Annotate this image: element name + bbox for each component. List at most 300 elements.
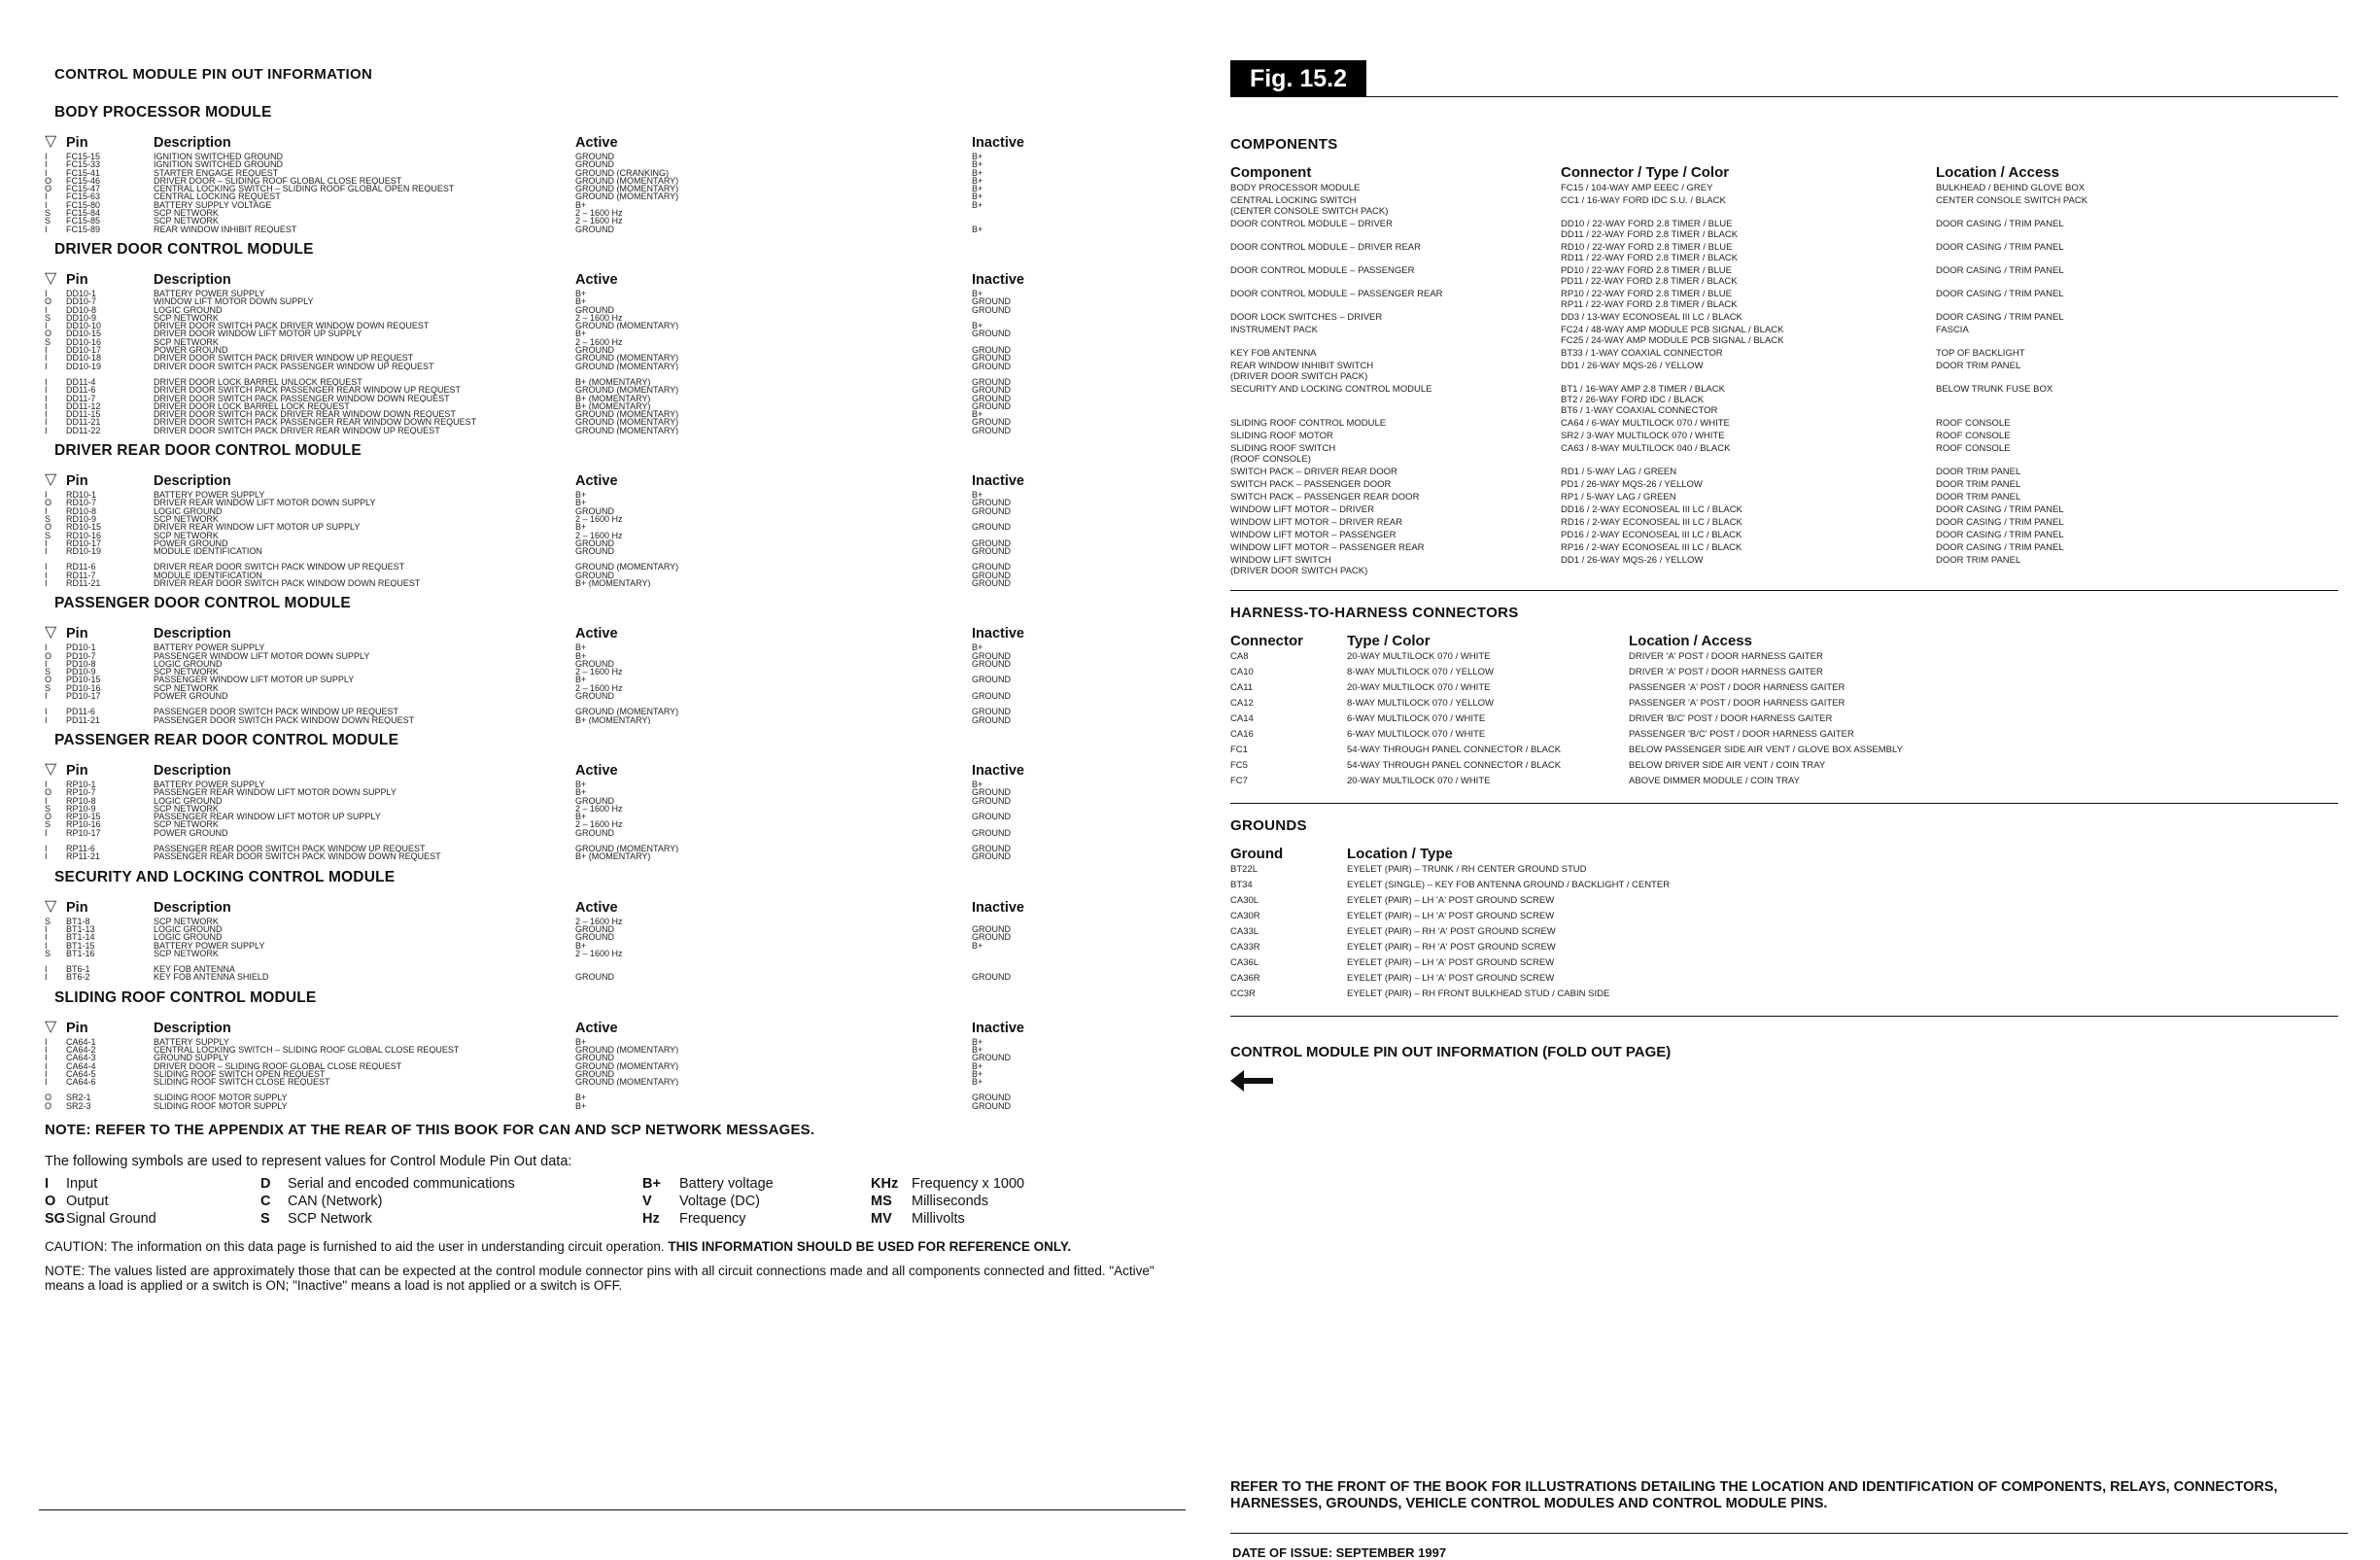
pin-active <box>575 965 972 973</box>
pin-active: 2 – 1600 Hz <box>575 217 623 225</box>
component-name: WINDOW LIFT MOTOR – PASSENGER <box>1230 530 1397 540</box>
pin-active: GROUND <box>575 538 614 548</box>
col-location-type: Location / Type <box>1347 846 1453 862</box>
pin-type: I <box>45 200 48 210</box>
pin-id: RD11-21 <box>66 578 101 588</box>
pin-description: DRIVER DOOR SWITCH PACK DRIVER REAR WINDOW UP REQUEST <box>154 426 440 435</box>
pin-active: B+ (MOMENTARY) <box>575 394 651 402</box>
pin-description: DRIVER DOOR SWITCH PACK DRIVER REAR WINDOW DOWN REQUEST <box>154 410 456 419</box>
components-header <box>1230 164 2338 181</box>
harness-header <box>1230 633 2338 649</box>
col-active: Active <box>575 473 618 490</box>
pin-active: B+ <box>575 491 587 500</box>
pin-row <box>45 225 1180 233</box>
pin-description: DRIVER DOOR SWITCH PACK DRIVER WINDOW UP REQUEST <box>154 354 414 363</box>
pin-inactive: B+ <box>972 491 983 500</box>
pin-description: BATTERY SUPPLY VOLTAGE <box>154 200 272 210</box>
pin-description: SCP NETWORK <box>154 668 219 676</box>
pin-type: O <box>45 523 52 532</box>
pin-row <box>45 933 1180 941</box>
harness-connector: CA14 <box>1230 713 1254 724</box>
pin-row <box>45 965 1180 973</box>
pin-type: I <box>45 362 48 370</box>
pin-description: IGNITION SWITCHED GROUND <box>154 153 283 161</box>
harness-row <box>1230 649 2338 665</box>
component-row <box>1230 265 2338 287</box>
pin-type: I <box>45 322 48 330</box>
module-table-header <box>45 618 1180 641</box>
pin-description: WINDOW LIFT MOTOR DOWN SUPPLY <box>154 297 314 306</box>
col-inactive: Inactive <box>972 762 1024 779</box>
harness-row <box>1230 680 2338 696</box>
pin-description: PASSENGER WINDOW LIFT MOTOR UP SUPPLY <box>154 676 355 684</box>
pin-inactive: GROUND <box>972 788 1011 797</box>
pin-row <box>45 402 1180 410</box>
col-inactive: Inactive <box>972 135 1024 151</box>
pin-type: I <box>45 346 48 355</box>
components-title: COMPONENTS <box>1230 136 1338 153</box>
component-name: BODY PROCESSOR MODULE <box>1230 183 1361 193</box>
pin-inactive: B+ <box>972 1046 983 1055</box>
module-table-header <box>45 264 1180 288</box>
harness-location: BELOW DRIVER SIDE AIR VENT / COIN TRAY <box>1629 760 1826 771</box>
pin-id: RD10-7 <box>66 499 97 507</box>
pin-type: O <box>45 788 52 797</box>
pin-type: I <box>45 1078 48 1087</box>
pin-description: SCP NETWORK <box>154 217 219 225</box>
pin-id: FC15-84 <box>66 209 101 218</box>
pin-type: O <box>45 651 52 660</box>
component-connector: SR2 / 3-WAY MULTILOCK 070 / WHITE <box>1561 431 1725 441</box>
pin-type: I <box>45 659 48 669</box>
component-connector: RD10 / 22-WAY FORD 2.8 TIMER / BLUE RD11 / 22-WAY FORD 2.8 TIMER / BLACK <box>1561 242 1739 263</box>
pin-active: GROUND (MOMENTARY) <box>575 185 679 193</box>
harness-location: DRIVER 'A' POST / DOOR HARNESS GAITER <box>1629 651 1823 662</box>
col-inactive: Inactive <box>972 473 1024 490</box>
pin-inactive: GROUND <box>972 845 1011 853</box>
grounds-title: GROUNDS <box>1230 817 1307 834</box>
page-title: CONTROL MODULE PIN OUT INFORMATION <box>54 66 373 83</box>
pin-rows <box>45 491 1180 587</box>
symbol-key: O <box>45 1194 56 1210</box>
row-gap <box>45 1086 1180 1093</box>
ground-location: EYELET (SINGLE) – KEY FOB ANTENNA GROUND / BACKLIGHT / CENTER <box>1347 880 1671 890</box>
pin-rows <box>45 1038 1180 1110</box>
ground-location: EYELET (PAIR) – LH 'A' POST GROUND SCREW <box>1347 911 1555 921</box>
pin-row <box>45 507 1180 515</box>
pin-active: 2 – 1600 Hz <box>575 531 623 539</box>
pin-row <box>45 1038 1180 1046</box>
symbol-meaning: SCP Network <box>288 1211 372 1228</box>
symbol-key: V <box>642 1194 652 1210</box>
pin-row <box>45 201 1180 209</box>
pin-inactive: B+ <box>972 322 983 330</box>
section-divider <box>1230 1016 2338 1017</box>
harness-location: DRIVER 'A' POST / DOOR HARNESS GAITER <box>1629 667 1823 677</box>
col-location: Location / Access <box>1629 633 1752 649</box>
pin-description: MODULE IDENTIFICATION <box>154 547 262 556</box>
pin-active: GROUND <box>575 346 614 355</box>
pin-type: I <box>45 394 48 402</box>
pin-row <box>45 209 1180 217</box>
pin-row <box>45 797 1180 805</box>
component-name: SLIDING ROOF CONTROL MODULE <box>1230 418 1387 429</box>
pin-type: S <box>45 820 52 829</box>
pin-active: GROUND <box>575 828 614 838</box>
component-location: ROOF CONSOLE <box>1936 431 2011 441</box>
pin-description: SLIDING ROOF SWITCH CLOSE REQUEST <box>154 1078 330 1087</box>
component-row <box>1230 467 2338 477</box>
reference-note: REFER TO THE FRONT OF THE BOOK FOR ILLUSTRATIONS DETAILING THE LOCATION AND IDENTIFICATION OF COMPONENTS, RELAYS, CONNECTORS, HARNESSES, GROUNDS, VEHICLE CONTROL MODULES AND CONTROL MODULE PINS. <box>1230 1479 2278 1511</box>
component-row <box>1230 530 2338 540</box>
reference-column <box>1230 136 2338 1098</box>
harness-connector: FC1 <box>1230 745 1248 755</box>
pin-inactive <box>972 217 1069 225</box>
pin-active: 2 – 1600 Hz <box>575 337 623 347</box>
col-pin: Pin <box>66 135 88 151</box>
pin-inactive: B+ <box>972 941 983 950</box>
pin-inactive: GROUND <box>972 418 1011 427</box>
symbol-meaning: Input <box>66 1176 98 1193</box>
pin-row <box>45 329 1180 337</box>
pin-id: RP10-17 <box>66 828 101 838</box>
pin-active: GROUND (MOMENTARY) <box>575 563 679 572</box>
grounds-table <box>1230 862 2338 1002</box>
pin-description: SCP NETWORK <box>154 949 219 958</box>
pin-description: BATTERY POWER SUPPLY <box>154 491 265 500</box>
harness-row <box>1230 696 2338 711</box>
pin-row <box>45 523 1180 531</box>
pin-active: B+ (MOMENTARY) <box>575 578 651 588</box>
symbol-meaning: Millivolts <box>912 1211 965 1228</box>
ground-row <box>1230 971 2338 987</box>
component-connector: BT33 / 1-WAY COAXIAL CONNECTOR <box>1561 348 1723 359</box>
pin-inactive: GROUND <box>972 796 1011 805</box>
component-name: DOOR LOCK SWITCHES – DRIVER <box>1230 312 1383 323</box>
pin-row <box>45 169 1180 177</box>
component-location: DOOR CASING / TRIM PANEL <box>1936 265 2064 276</box>
pin-inactive: GROUND <box>972 386 1011 395</box>
pin-active: GROUND (MOMENTARY) <box>575 426 679 435</box>
component-name: REAR WINDOW INHIBIT SWITCH (DRIVER DOOR SWITCH PACK) <box>1230 361 1374 382</box>
pin-type: S <box>45 683 52 693</box>
col-description: Description <box>154 762 231 779</box>
harness-type: 20-WAY MULTILOCK 070 / WHITE <box>1347 682 1491 693</box>
pin-active: B+ <box>575 499 587 507</box>
col-description: Description <box>154 899 231 916</box>
harness-connector: CA8 <box>1230 651 1249 662</box>
component-name: DOOR CONTROL MODULE – PASSENGER REAR <box>1230 289 1443 299</box>
pin-inactive: GROUND <box>972 578 1011 588</box>
harness-row <box>1230 727 2338 743</box>
symbol-legend <box>45 1175 1180 1228</box>
pin-description: CENTRAL LOCKING SWITCH – SLIDING ROOF GLOBAL OPEN REQUEST <box>154 185 455 193</box>
pin-rows <box>45 290 1180 434</box>
pin-type: I <box>45 410 48 419</box>
pin-inactive <box>972 338 1069 346</box>
pin-id: BT1-16 <box>66 949 95 958</box>
pin-row <box>45 1070 1180 1078</box>
pin-inactive <box>972 515 1069 523</box>
pin-row <box>45 378 1180 386</box>
module-section <box>45 241 1180 434</box>
pin-id: CA64-5 <box>66 1069 96 1079</box>
component-name: SWITCH PACK – DRIVER REAR DOOR <box>1230 467 1397 477</box>
pin-active: B+ <box>575 1037 587 1046</box>
pin-description: DRIVER DOOR – SLIDING ROOF GLOBAL CLOSE REQUEST <box>154 1061 402 1070</box>
pin-id: CA64-2 <box>66 1046 96 1055</box>
component-location: ROOF CONSOLE <box>1936 418 2011 429</box>
pin-description: SCP NETWORK <box>154 820 219 829</box>
pin-id: RD11-6 <box>66 563 96 572</box>
component-name: WINDOW LIFT MOTOR – DRIVER <box>1230 504 1374 515</box>
symbol-meaning: Serial and encoded communications <box>288 1176 515 1193</box>
pin-id: CA64-1 <box>66 1037 96 1046</box>
harness-type: 54-WAY THROUGH PANEL CONNECTOR / BLACK <box>1347 760 1562 771</box>
pin-id: RD10-9 <box>66 514 97 524</box>
pin-inactive: GROUND <box>972 924 1011 934</box>
pin-inactive: GROUND <box>972 676 1011 684</box>
pin-id: FC15-46 <box>66 176 101 186</box>
pin-description: STARTER ENGAGE REQUEST <box>154 168 279 177</box>
pin-row <box>45 579 1180 587</box>
col-pin: Pin <box>66 473 88 490</box>
pin-row <box>45 532 1180 539</box>
component-name: SLIDING ROOF SWITCH (ROOF CONSOLE) <box>1230 443 1336 465</box>
pin-description: DRIVER REAR WINDOW LIFT MOTOR UP SUPPLY <box>154 523 361 532</box>
pin-inactive: B+ <box>972 200 983 210</box>
component-location: ROOF CONSOLE <box>1936 443 2011 454</box>
pin-id: DD11-4 <box>66 377 96 387</box>
component-connector: DD16 / 2-WAY ECONOSEAL III LC / BLACK <box>1561 504 1742 515</box>
component-connector: RP16 / 2-WAY ECONOSEAL III LC / BLACK <box>1561 542 1742 553</box>
pin-type: I <box>45 418 48 427</box>
pin-id: FC15-89 <box>66 225 101 233</box>
pin-type: I <box>45 708 48 716</box>
pin-active: B+ <box>575 329 587 338</box>
component-location: BULKHEAD / BEHIND GLOVE BOX <box>1936 183 2086 193</box>
pin-inactive: GROUND <box>972 346 1011 355</box>
pin-type: O <box>45 329 52 338</box>
pin-active: B+ (MOMENTARY) <box>575 377 651 387</box>
component-row <box>1230 348 2338 359</box>
component-location: DOOR TRIM PANEL <box>1936 467 2021 477</box>
pin-active: GROUND <box>575 160 614 169</box>
pin-active: GROUND <box>575 225 614 233</box>
pin-id: PD10-7 <box>66 651 96 660</box>
pin-rows <box>45 780 1180 861</box>
pin-row <box>45 491 1180 499</box>
pin-type: S <box>45 217 52 225</box>
harness-table <box>1230 649 2338 789</box>
pin-active: GROUND <box>575 1054 614 1062</box>
pin-active: GROUND (MOMENTARY) <box>575 176 679 186</box>
pin-id: DD10-9 <box>66 313 97 323</box>
pin-active: B+ <box>575 643 587 652</box>
pin-rows <box>45 153 1180 233</box>
foldout-label: CONTROL MODULE PIN OUT INFORMATION (FOLD OUT PAGE) <box>1230 1044 1672 1060</box>
pin-row <box>45 1093 1180 1101</box>
component-location: TOP OF BACKLIGHT <box>1936 348 2025 359</box>
pin-id: DD10-17 <box>66 346 102 355</box>
pin-row <box>45 692 1180 700</box>
pin-active: 2 – 1600 Hz <box>575 804 623 814</box>
pin-inactive: B+ <box>972 643 983 652</box>
pin-id: RP11-6 <box>66 845 95 853</box>
pin-description: BATTERY POWER SUPPLY <box>154 643 265 652</box>
pin-id: RP10-15 <box>66 813 101 821</box>
pin-description: POWER GROUND <box>154 828 228 838</box>
pin-type: I <box>45 571 48 579</box>
pin-id: PD10-1 <box>66 643 96 652</box>
component-row <box>1230 479 2338 490</box>
pin-description: SCP NETWORK <box>154 337 219 347</box>
pin-inactive: B+ <box>972 780 983 789</box>
pin-row <box>45 346 1180 354</box>
pin-description: DRIVER DOOR – SLIDING ROOF GLOBAL CLOSE REQUEST <box>154 176 402 186</box>
pin-inactive: B+ <box>972 168 983 177</box>
pin-description: BATTERY POWER SUPPLY <box>154 780 265 789</box>
ground-row <box>1230 878 2338 893</box>
pin-description: SCP NETWORK <box>154 531 219 539</box>
harness-location: DRIVER 'B/C' POST / DOOR HARNESS GAITER <box>1629 713 1833 724</box>
pin-description: DRIVER DOOR WINDOW LIFT MOTOR UP SUPPLY <box>154 329 362 338</box>
pin-description: LOGIC GROUND <box>154 506 223 515</box>
pin-description: DRIVER REAR DOOR SWITCH PACK WINDOW DOWN REQUEST <box>154 578 421 588</box>
harness-type: 6-WAY MULTILOCK 070 / WHITE <box>1347 713 1486 724</box>
pin-active: GROUND (CRANKING) <box>575 168 669 177</box>
pin-description: LOGIC GROUND <box>154 924 223 934</box>
symbol-meaning: CAN (Network) <box>288 1194 383 1210</box>
col-active: Active <box>575 899 618 916</box>
network-note: NOTE: REFER TO THE APPENDIX AT THE REAR OF THIS BOOK FOR CAN AND SCP NETWORK MESSAGES. <box>45 1122 815 1139</box>
pin-description: MODULE IDENTIFICATION <box>154 571 262 579</box>
section-divider <box>1230 590 2338 591</box>
symbol-key: C <box>260 1194 271 1210</box>
pin-id: FC15-47 <box>66 185 101 193</box>
pin-inactive <box>972 314 1069 322</box>
module-title: DRIVER DOOR CONTROL MODULE <box>54 240 314 258</box>
component-name: SWITCH PACK – PASSENGER DOOR <box>1230 479 1392 490</box>
pin-type: I <box>45 225 48 233</box>
pin-id: BT1-13 <box>66 924 95 934</box>
pin-active: GROUND <box>575 796 614 805</box>
component-location: DOOR CASING / TRIM PANEL <box>1936 219 2064 229</box>
symbols-intro: The following symbols are used to represent values for Control Module Pin Out data: <box>45 1154 572 1170</box>
component-name: CENTRAL LOCKING SWITCH (CENTER CONSOLE SWITCH PACK) <box>1230 195 1389 217</box>
pin-row <box>45 788 1180 796</box>
pin-type: S <box>45 917 52 925</box>
pin-active: B+ <box>575 941 587 950</box>
component-name: WINDOW LIFT SWITCH (DRIVER DOOR SWITCH PACK) <box>1230 555 1368 576</box>
pin-description: DRIVER DOOR LOCK BARREL LOCK REQUEST <box>154 401 350 411</box>
pin-description: DRIVER DOOR SWITCH PACK PASSENGER WINDOW UP REQUEST <box>154 362 434 370</box>
pin-row <box>45 1102 1180 1110</box>
pin-inactive: GROUND <box>972 1093 1011 1102</box>
pin-id: PD10-8 <box>66 659 96 669</box>
pin-row <box>45 1046 1180 1054</box>
symbol-meaning: Milliseconds <box>912 1194 988 1210</box>
symbol-meaning: Frequency <box>679 1211 746 1228</box>
harness-location: BELOW PASSENGER SIDE AIR VENT / GLOVE BOX ASSEMBLY <box>1629 745 1903 755</box>
row-gap <box>45 957 1180 965</box>
pin-type: S <box>45 514 52 524</box>
pin-inactive: GROUND <box>972 973 1011 982</box>
pin-type: O <box>45 176 52 186</box>
pin-description: BATTERY POWER SUPPLY <box>154 289 265 298</box>
harness-type: 8-WAY MULTILOCK 070 / YELLOW <box>1347 698 1494 709</box>
pin-id: DD10-1 <box>66 289 97 298</box>
module-title: SLIDING ROOF CONTROL MODULE <box>54 988 317 1006</box>
row-gap <box>45 555 1180 563</box>
pin-id: RD11-7 <box>66 571 96 579</box>
pin-row <box>45 427 1180 434</box>
pin-active: GROUND (MOMENTARY) <box>575 1046 679 1055</box>
pin-id: RD10-16 <box>66 531 102 539</box>
pin-type: I <box>45 538 48 548</box>
module-section <box>45 595 1180 724</box>
pin-description: REAR WINDOW INHIBIT REQUEST <box>154 225 297 233</box>
pin-type: I <box>45 491 48 500</box>
pin-inactive: GROUND <box>972 538 1011 548</box>
component-connector: PD16 / 2-WAY ECONOSEAL III LC / BLACK <box>1561 530 1742 540</box>
symbol-key: MS <box>871 1194 892 1210</box>
harness-row <box>1230 665 2338 680</box>
triangle-icon: ▽ <box>45 269 57 287</box>
pin-description: DRIVER DOOR SWITCH PACK DRIVER WINDOW DOWN REQUEST <box>154 322 430 330</box>
component-name: DOOR CONTROL MODULE – DRIVER <box>1230 219 1393 229</box>
pin-id: PD11-6 <box>66 708 95 716</box>
pin-inactive: GROUND <box>972 329 1011 338</box>
pin-row <box>45 217 1180 225</box>
pin-active: 2 – 1600 Hz <box>575 683 623 693</box>
pin-row <box>45 185 1180 192</box>
component-location: DOOR CASING / TRIM PANEL <box>1936 517 2064 528</box>
triangle-icon: ▽ <box>45 471 57 489</box>
pin-active: B+ <box>575 780 587 789</box>
harness-location: ABOVE DIMMER MODULE / COIN TRAY <box>1629 776 1800 786</box>
pin-inactive: B+ <box>972 160 983 169</box>
pin-type: O <box>45 813 52 821</box>
component-row <box>1230 325 2338 346</box>
module-title: PASSENGER REAR DOOR CONTROL MODULE <box>54 731 399 748</box>
symbol-key: B+ <box>642 1176 661 1193</box>
pin-active: B+ <box>575 523 587 532</box>
pin-description: SLIDING ROOF MOTOR SUPPLY <box>154 1101 288 1111</box>
pin-id: DD10-8 <box>66 305 97 314</box>
pin-active: 2 – 1600 Hz <box>575 949 623 958</box>
pin-type: I <box>45 796 48 805</box>
pin-type: I <box>45 401 48 411</box>
pin-row <box>45 852 1180 860</box>
pin-active: GROUND <box>575 973 614 982</box>
pin-id: RD10-17 <box>66 538 102 548</box>
pin-id: RP10-8 <box>66 796 96 805</box>
component-row <box>1230 418 2338 429</box>
component-connector: PD1 / 26-WAY MQS-26 / YELLOW <box>1561 479 1703 490</box>
harness-connector: FC5 <box>1230 760 1248 771</box>
pin-active: 2 – 1600 Hz <box>575 313 623 323</box>
pin-description: BATTERY SUPPLY <box>154 1037 229 1046</box>
pin-row <box>45 306 1180 314</box>
component-connector: DD3 / 13-WAY ECONOSEAL III LC / BLACK <box>1561 312 1742 323</box>
pin-row <box>45 515 1180 523</box>
pin-inactive: B+ <box>972 289 983 298</box>
pin-row <box>45 1054 1180 1061</box>
pin-active: B+ (MOMENTARY) <box>575 715 651 724</box>
left-arrow-icon[interactable] <box>1230 1068 1273 1093</box>
pin-row <box>45 297 1180 305</box>
